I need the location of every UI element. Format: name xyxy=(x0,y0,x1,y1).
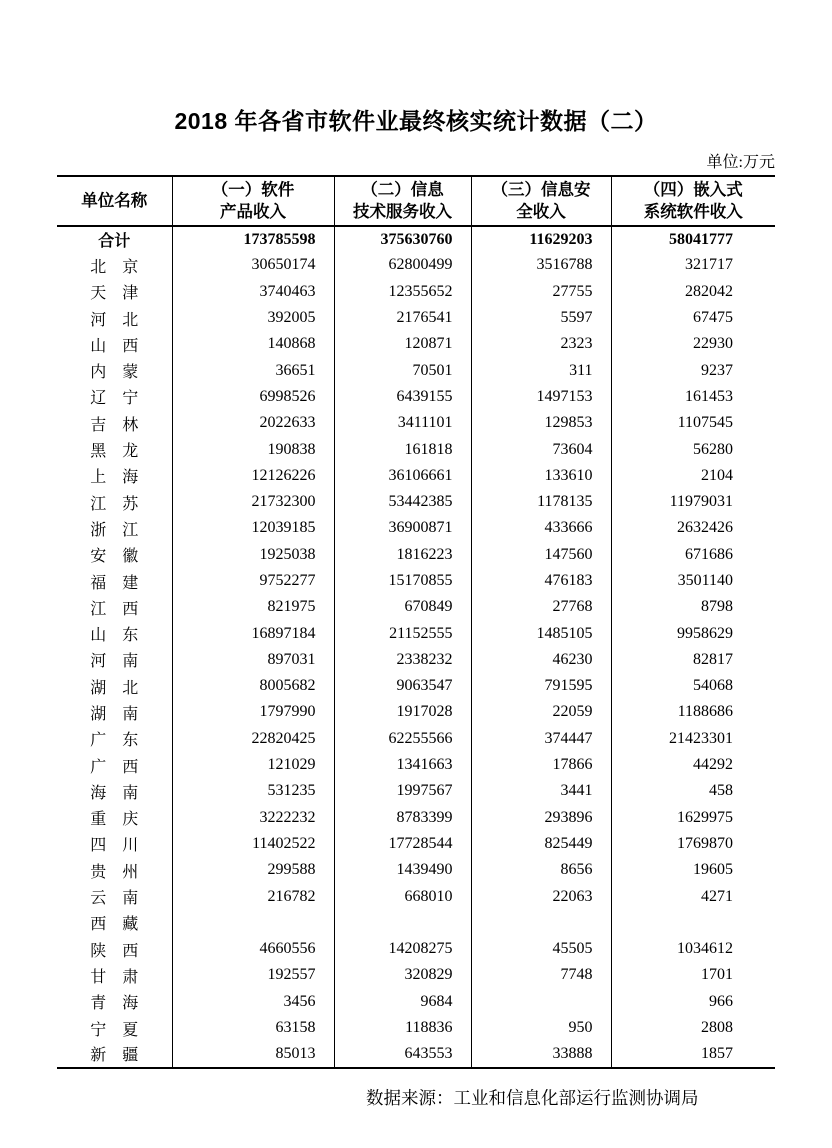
value-cell xyxy=(611,910,775,936)
value-cell: 791595 xyxy=(471,673,611,699)
table-row xyxy=(57,752,775,778)
value-cell: 22063 xyxy=(471,883,611,909)
value-cell: 668010 xyxy=(334,883,471,909)
row-label: 甘 肃 xyxy=(57,962,172,988)
row-label: 陕 西 xyxy=(57,936,172,962)
row-label: 山 东 xyxy=(57,620,172,646)
value-cell: 12355652 xyxy=(334,279,471,305)
value-cell: 12039185 xyxy=(172,515,334,541)
value-cell: 21423301 xyxy=(669,729,733,747)
source-note: 数据来源：工业和信息化部运行监测协调局 xyxy=(366,1087,699,1108)
value-cell: 36900871 xyxy=(334,515,471,541)
value-cell: 1034612 xyxy=(677,940,733,958)
table-row xyxy=(57,305,775,331)
value-cell: 8005682 xyxy=(172,673,334,699)
value-cell: 1629975 xyxy=(677,808,733,826)
value-cell: 5597 xyxy=(471,305,611,331)
table-row xyxy=(57,778,775,804)
value-cell: 1925038 xyxy=(172,542,334,568)
value-cell: 16897184 xyxy=(172,620,334,646)
value-cell: 2323 xyxy=(471,331,611,357)
table-row xyxy=(57,805,775,831)
value-cell: 4660556 xyxy=(172,936,334,962)
value-cell: 1797990 xyxy=(172,699,334,725)
column-header: 单位名称 xyxy=(57,176,172,226)
value-cell: 22930 xyxy=(693,335,733,353)
column-header: （四）嵌入式 系统软件收入 xyxy=(611,176,775,226)
value-cell: 7748 xyxy=(471,962,611,988)
row-label: 辽 宁 xyxy=(57,384,172,410)
value-cell: 392005 xyxy=(172,305,334,331)
table-row xyxy=(57,384,775,410)
value-cell: 671686 xyxy=(685,545,733,563)
header-row xyxy=(57,176,775,226)
value-cell: 9958629 xyxy=(677,624,733,642)
row-label: 河 北 xyxy=(57,305,172,331)
value-cell: 9237 xyxy=(701,361,733,379)
value-cell: 282042 xyxy=(685,282,733,300)
value-cell: 1439490 xyxy=(334,857,471,883)
table-row xyxy=(57,252,775,278)
value-cell: 458 xyxy=(709,782,733,800)
value-cell: 1997567 xyxy=(334,778,471,804)
column-header: （二）信息 技术服务收入 xyxy=(334,176,471,226)
value-cell: 14208275 xyxy=(334,936,471,962)
value-cell: 67475 xyxy=(693,309,733,327)
value-cell: 1701 xyxy=(701,966,733,984)
value-cell: 129853 xyxy=(471,410,611,436)
table-row xyxy=(57,489,775,515)
row-label: 湖 南 xyxy=(57,699,172,725)
value-cell xyxy=(471,910,611,936)
value-cell: 15170855 xyxy=(334,568,471,594)
value-cell: 36651 xyxy=(172,357,334,383)
row-label: 贵 州 xyxy=(57,857,172,883)
value-cell: 4271 xyxy=(701,887,733,905)
table-row xyxy=(57,1041,775,1067)
value-cell: 3456 xyxy=(172,989,334,1015)
value-cell: 73604 xyxy=(471,436,611,462)
value-cell: 3501140 xyxy=(677,572,733,589)
value-cell: 27755 xyxy=(471,279,611,305)
table-row xyxy=(57,726,775,752)
table-row xyxy=(57,515,775,541)
value-cell: 2104 xyxy=(701,466,733,484)
value-cell: 12126226 xyxy=(172,463,334,489)
value-cell: 6998526 xyxy=(172,384,334,410)
value-cell: 11979031 xyxy=(669,493,733,511)
value-cell: 1497153 xyxy=(471,384,611,410)
table-row xyxy=(57,936,775,962)
value-cell: 966 xyxy=(709,992,733,1010)
value-cell: 6439155 xyxy=(334,384,471,410)
table-row xyxy=(57,857,775,883)
value-cell: 85013 xyxy=(172,1041,334,1067)
value-cell xyxy=(334,910,471,936)
value-cell: 21732300 xyxy=(172,489,334,515)
table-row xyxy=(57,989,775,1015)
row-label: 广 西 xyxy=(57,752,172,778)
value-cell: 374447 xyxy=(471,726,611,752)
value-cell: 62255566 xyxy=(334,726,471,752)
row-label: 湖 北 xyxy=(57,673,172,699)
value-cell: 9684 xyxy=(334,989,471,1015)
value-cell: 53442385 xyxy=(334,489,471,515)
value-cell: 147560 xyxy=(471,542,611,568)
value-cell: 63158 xyxy=(172,1015,334,1041)
total-row xyxy=(57,226,775,252)
table-row xyxy=(57,463,775,489)
row-label: 合计 xyxy=(57,226,172,252)
value-cell: 22059 xyxy=(471,699,611,725)
table-row xyxy=(57,436,775,462)
value-cell: 1341663 xyxy=(334,752,471,778)
value-cell: 121029 xyxy=(172,752,334,778)
value-cell: 3411101 xyxy=(334,410,471,436)
value-cell: 8656 xyxy=(471,857,611,883)
value-cell: 2022633 xyxy=(172,410,334,436)
table-row xyxy=(57,910,775,936)
row-label: 云 南 xyxy=(57,883,172,909)
value-cell: 3516788 xyxy=(471,252,611,278)
value-cell: 320829 xyxy=(334,962,471,988)
row-label: 宁 夏 xyxy=(57,1015,172,1041)
row-label: 福 建 xyxy=(57,568,172,594)
table-row xyxy=(57,542,775,568)
unit-note: 单位:万元 xyxy=(706,154,775,171)
value-cell: 2338232 xyxy=(334,647,471,673)
table-row xyxy=(57,699,775,725)
table-row xyxy=(57,568,775,594)
row-label: 内 蒙 xyxy=(57,357,172,383)
row-label: 山 西 xyxy=(57,331,172,357)
value-cell: 3441 xyxy=(471,778,611,804)
value-cell: 173785598 xyxy=(172,226,334,252)
table-row xyxy=(57,357,775,383)
table-row xyxy=(57,673,775,699)
row-label: 北 京 xyxy=(57,252,172,278)
column-header: （三）信息安 全收入 xyxy=(471,176,611,226)
value-cell: 3222232 xyxy=(172,805,334,831)
value-cell: 9063547 xyxy=(334,673,471,699)
row-label: 天 津 xyxy=(57,279,172,305)
value-cell: 1107545 xyxy=(677,414,733,432)
value-cell: 1178135 xyxy=(471,489,611,515)
value-cell: 27768 xyxy=(471,594,611,620)
table-header xyxy=(57,176,775,226)
row-label: 黑 龙 xyxy=(57,436,172,462)
table-row xyxy=(57,620,775,646)
value-cell: 46230 xyxy=(471,647,611,673)
row-label: 西 藏 xyxy=(57,910,172,936)
value-cell: 9752277 xyxy=(172,568,334,594)
table-row xyxy=(57,831,775,857)
value-cell: 56280 xyxy=(693,440,733,458)
value-cell: 118836 xyxy=(334,1015,471,1041)
row-label: 浙 江 xyxy=(57,515,172,541)
value-cell: 1485105 xyxy=(471,620,611,646)
value-cell: 58041777 xyxy=(669,230,733,248)
column-header: （一）软件 产品收入 xyxy=(172,176,334,226)
row-label: 江 苏 xyxy=(57,489,172,515)
value-cell: 476183 xyxy=(471,568,611,594)
table-row xyxy=(57,279,775,305)
value-cell: 299588 xyxy=(172,857,334,883)
table-row xyxy=(57,883,775,909)
row-label: 上 海 xyxy=(57,463,172,489)
value-cell: 3740463 xyxy=(172,279,334,305)
value-cell: 311 xyxy=(471,357,611,383)
value-cell: 1917028 xyxy=(334,699,471,725)
value-cell xyxy=(471,989,611,1015)
table-row xyxy=(57,594,775,620)
value-cell: 950 xyxy=(471,1015,611,1041)
value-cell: 1769870 xyxy=(677,834,733,852)
value-cell: 2808 xyxy=(701,1019,733,1037)
value-cell: 120871 xyxy=(334,331,471,357)
value-cell: 375630760 xyxy=(334,226,471,252)
value-cell: 54068 xyxy=(693,677,733,695)
value-cell: 190838 xyxy=(172,436,334,462)
row-label: 广 东 xyxy=(57,726,172,752)
value-cell: 45505 xyxy=(471,936,611,962)
value-cell: 161818 xyxy=(334,436,471,462)
table-body xyxy=(57,226,775,1068)
row-label: 江 西 xyxy=(57,594,172,620)
row-label: 海 南 xyxy=(57,778,172,804)
value-cell: 17866 xyxy=(471,752,611,778)
row-label: 重 庆 xyxy=(57,805,172,831)
row-label: 四 川 xyxy=(57,831,172,857)
value-cell: 8798 xyxy=(701,598,733,616)
row-label: 河 南 xyxy=(57,647,172,673)
value-cell: 670849 xyxy=(334,594,471,620)
value-cell: 11629203 xyxy=(471,226,611,252)
value-cell: 19605 xyxy=(693,861,733,879)
value-cell: 897031 xyxy=(172,647,334,673)
table-row xyxy=(57,410,775,436)
row-label: 青 海 xyxy=(57,989,172,1015)
value-cell: 21152555 xyxy=(334,620,471,646)
value-cell: 70501 xyxy=(334,357,471,383)
value-cell: 62800499 xyxy=(334,252,471,278)
value-cell: 11402522 xyxy=(172,831,334,857)
row-label: 吉 林 xyxy=(57,410,172,436)
value-cell xyxy=(172,910,334,936)
value-cell: 17728544 xyxy=(334,831,471,857)
value-cell: 531235 xyxy=(172,778,334,804)
value-cell: 30650174 xyxy=(172,252,334,278)
value-cell: 192557 xyxy=(172,962,334,988)
row-label: 安 徽 xyxy=(57,542,172,568)
value-cell: 161453 xyxy=(685,387,733,405)
value-cell: 133610 xyxy=(471,463,611,489)
row-label: 新 疆 xyxy=(57,1041,172,1067)
value-cell: 1188686 xyxy=(677,703,733,721)
value-cell: 321717 xyxy=(685,256,733,274)
value-cell: 82817 xyxy=(693,650,733,668)
value-cell: 216782 xyxy=(172,883,334,909)
value-cell: 36106661 xyxy=(334,463,471,489)
value-cell: 8783399 xyxy=(334,805,471,831)
value-cell: 821975 xyxy=(172,594,334,620)
statistics-table xyxy=(57,175,775,1069)
value-cell: 44292 xyxy=(693,756,733,774)
table-row xyxy=(57,962,775,988)
value-cell: 643553 xyxy=(334,1041,471,1067)
value-cell: 1857 xyxy=(701,1044,733,1062)
value-cell: 2632426 xyxy=(677,519,733,537)
value-cell: 1816223 xyxy=(334,542,471,568)
value-cell: 2176541 xyxy=(334,305,471,331)
value-cell: 140868 xyxy=(172,331,334,357)
value-cell: 433666 xyxy=(471,515,611,541)
value-cell: 22820425 xyxy=(172,726,334,752)
value-cell: 825449 xyxy=(471,831,611,857)
table-row xyxy=(57,1015,775,1041)
table-row xyxy=(57,647,775,673)
page-title: 2018 年各省市软件业最终核实统计数据（二） xyxy=(174,108,658,134)
value-cell: 33888 xyxy=(471,1041,611,1067)
value-cell: 293896 xyxy=(471,805,611,831)
table-row xyxy=(57,331,775,357)
